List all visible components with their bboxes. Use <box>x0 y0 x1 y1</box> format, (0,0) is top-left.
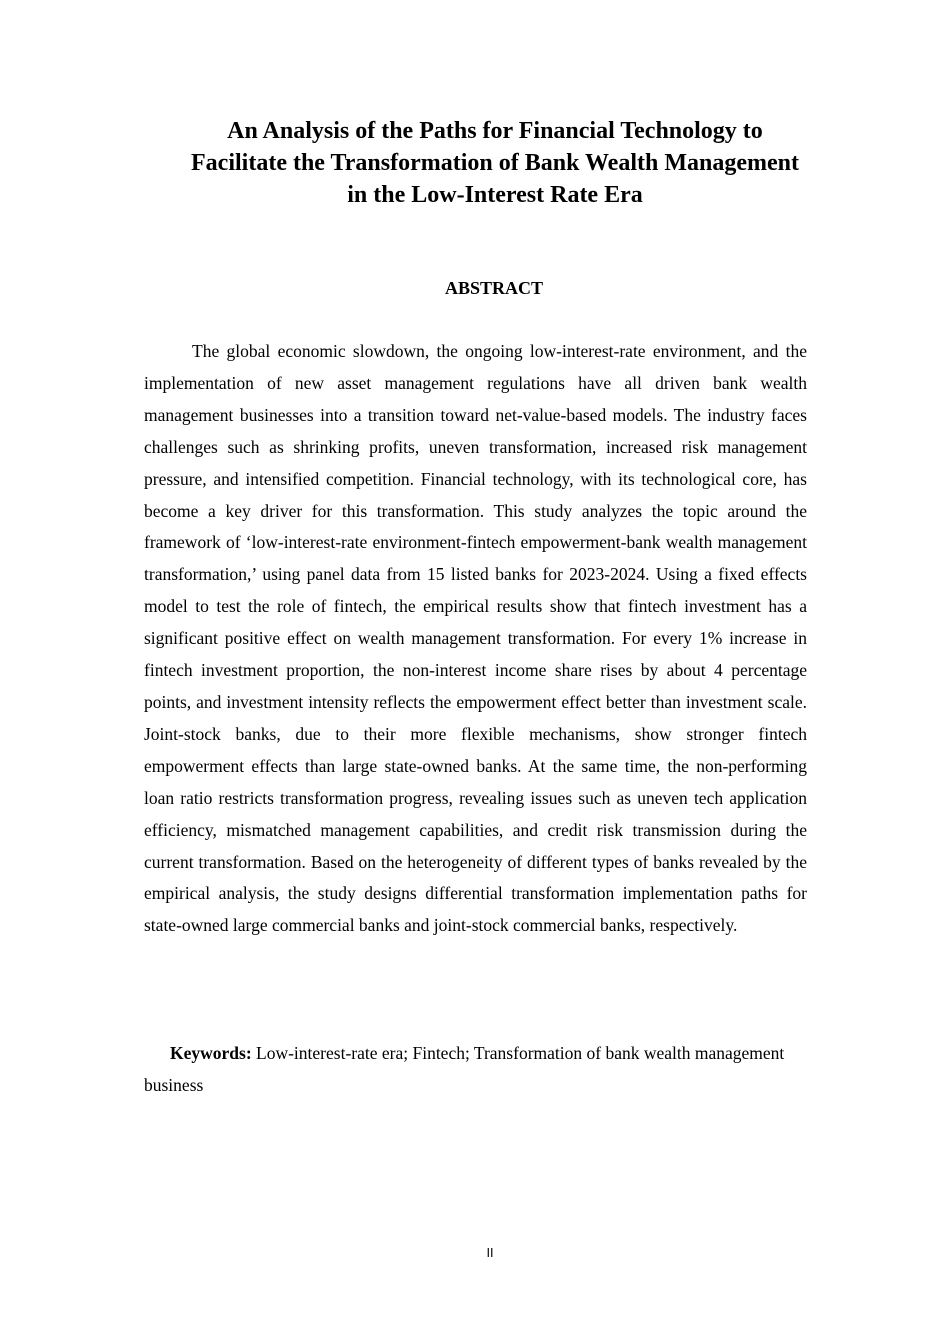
title-line-1: An Analysis of the Paths for Financial Technology to <box>227 118 763 144</box>
title-line-3: in the Low-Interest Rate Era <box>347 182 643 208</box>
keywords-paragraph <box>144 1038 807 1102</box>
title-line-2: Facilitate the Transformation of Bank Wealth Management <box>191 150 799 176</box>
paper-title <box>120 115 870 211</box>
keywords-text: Low-interest-rate era; Fintech; Transformation of bank wealth management business <box>144 1043 785 1095</box>
keywords-label: Keywords: <box>170 1043 252 1063</box>
abstract-paragraph: The global economic slowdown, the ongoing low-interest-rate environment, and the implementation of new asset management regulations have all driven bank wealth management businesses into a transition toward net-value-based models. The industry faces challenges such as shrinking profits, uneven transformation, increased risk management pressure, and intensified competition. Financial technology, with its technological core, has become a key driver for this transformation. This study analyzes the topic around the framework of ‘low-interest-rate environment-fintech empowerment-bank wealth management transformation,’ using panel data from 15 listed banks for 2023-2024. Using a fixed effects model to test the role of fintech, the empirical results show that fintech investment has a significant positive effect on wealth management transformation. For every 1% increase in fintech investment proportion, the non-interest income share rises by about 4 percentage points, and investment intensity reflects the empowerment effect better than investment scale. Joint-stock banks, due to their more flexible mechanisms, show stronger fintech empowerment effects than large state-owned banks. At the same time, the non-performing loan ratio restricts transformation progress, revealing issues such as uneven tech application efficiency, mismatched management capabilities, and credit risk transmission during the current transformation. Based on the heterogeneity of different types of banks revealed by the empirical analysis, the study designs differential transformation implementation paths for state-owned large commercial banks and joint-stock commercial banks, respectively. <box>144 341 807 936</box>
page-number: II <box>486 1246 494 1260</box>
abstract-heading: ABSTRACT <box>444 278 544 298</box>
